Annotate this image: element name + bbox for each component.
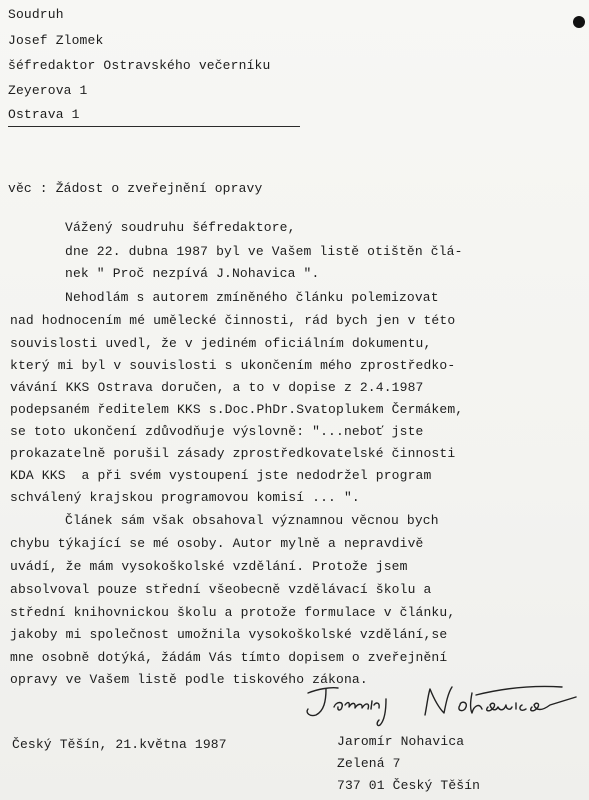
sender-city: 737 01 Český Těšín bbox=[337, 778, 481, 793]
body-line: uvádí, že mám vysokoškolské vzdělání. Protože jsem bbox=[10, 559, 408, 574]
body-line: vávání KKS Ostrava doručen, a to v dopise z 2.4.1987 bbox=[10, 380, 424, 395]
recipient-line: Zeyerova 1 bbox=[8, 83, 88, 98]
recipient-line: Soudruh bbox=[8, 7, 64, 22]
sender-street: Zelená 7 bbox=[337, 756, 401, 771]
handwritten-signature bbox=[300, 675, 585, 730]
recipient-line: šéfredaktor Ostravského večerníku bbox=[8, 58, 271, 73]
salutation: Vážený soudruhu šéfredaktore, bbox=[65, 220, 296, 235]
body-line: chybu týkající se mé osoby. Autor mylně a nepravdivě bbox=[10, 536, 424, 551]
body-line: nek " Proč nezpívá J.Nohavica ". bbox=[65, 266, 320, 281]
punch-hole bbox=[573, 16, 585, 28]
body-line: se toto ukončení zdůvodňuje výslovně: "...neboť jste bbox=[10, 424, 424, 439]
body-line: KDA KKS a při svém vystoupení jste nedodržel program bbox=[10, 468, 432, 483]
subject-line: věc : Žádost o zveřejnění opravy bbox=[8, 181, 263, 196]
place-date: Český Těšín, 21.května 1987 bbox=[12, 737, 227, 752]
body-line: dne 22. dubna 1987 byl ve Vašem listě otištěn člá- bbox=[65, 244, 463, 259]
body-line: střední knihovnickou školu a protože formulace v článku, bbox=[10, 605, 456, 620]
body-line: Nehodlám s autorem zmíněného článku polemizovat bbox=[65, 290, 439, 305]
body-line: podepsaném ředitelem KKS s.Doc.PhDr.Svatoplukem Čermákem, bbox=[10, 402, 464, 417]
body-line: který mi byl v souvislosti s ukončením mého zprostředko- bbox=[10, 358, 456, 373]
body-line: souvislosti uvedl, že v jediném oficiálním dokumentu, bbox=[10, 336, 432, 351]
body-line: absolvoval pouze střední všeobecně vzdělávací školu a bbox=[10, 582, 432, 597]
recipient-line: Ostrava 1 bbox=[8, 107, 80, 122]
body-line: nad hodnocením mé umělecké činnosti, rád bych jen v této bbox=[10, 313, 456, 328]
body-line: schválený krajskou programovou komisí ... ". bbox=[10, 490, 360, 505]
body-line: Článek sám však obsahoval významnou věcnou bych bbox=[65, 513, 439, 528]
recipient-separator-line bbox=[8, 126, 300, 127]
body-line: opravy ve Vašem listě podle tiskového zákona. bbox=[10, 672, 368, 687]
sender-name: Jaromír Nohavica bbox=[337, 734, 465, 749]
recipient-line: Josef Zlomek bbox=[8, 33, 104, 48]
body-line: mne osobně dotýká, žádám Vás tímto dopisem o zveřejnění bbox=[10, 650, 448, 665]
body-line: prokazatelně porušil zásady zprostředkovatelské činnosti bbox=[10, 446, 456, 461]
body-line: jakoby mi společnost umožnila vysokoškolské vzdělání,se bbox=[10, 627, 448, 642]
